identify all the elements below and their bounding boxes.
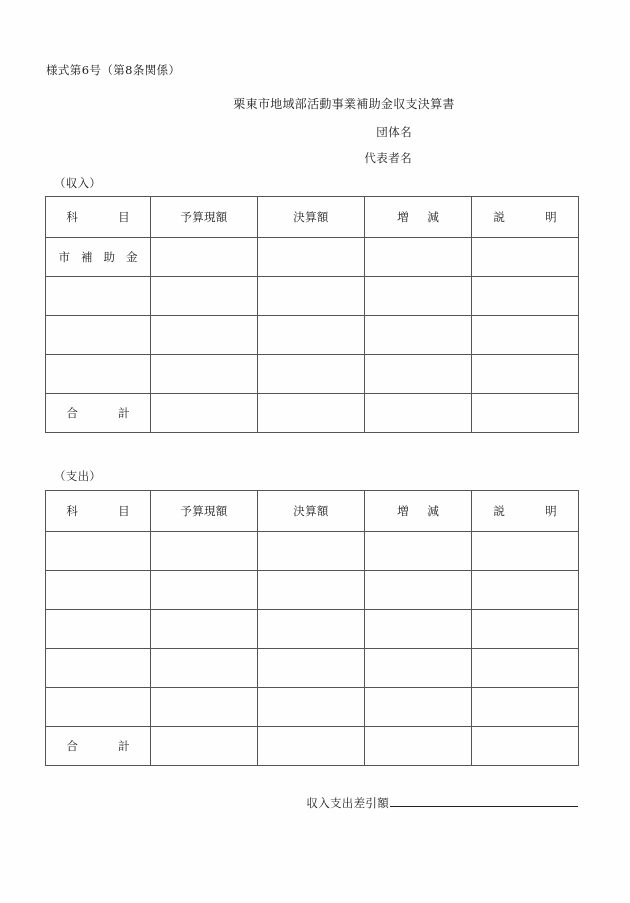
expense-total-label-text: 合 計 bbox=[66, 739, 144, 753]
expense-total-row bbox=[46, 727, 579, 766]
income-header-settlement bbox=[258, 197, 365, 238]
expense-total-budget[interactable] bbox=[151, 727, 258, 766]
expense-row-3-budget[interactable] bbox=[151, 649, 258, 688]
balance-value-field[interactable] bbox=[390, 806, 578, 807]
income-row-0-difference[interactable] bbox=[365, 238, 472, 277]
expense-row-3-difference[interactable] bbox=[365, 649, 472, 688]
expense-table-header-row bbox=[46, 491, 579, 532]
income-header-item-text: 科 目 bbox=[66, 210, 144, 224]
income-total-difference[interactable] bbox=[365, 394, 472, 433]
expense-header-budget bbox=[151, 491, 258, 532]
expense-row-0-settlement[interactable] bbox=[258, 532, 365, 571]
table-row bbox=[46, 532, 579, 571]
expense-row-2-item[interactable] bbox=[46, 610, 151, 649]
expense-total-note[interactable] bbox=[472, 727, 579, 766]
expense-row-4-budget[interactable] bbox=[151, 688, 258, 727]
page-title: 栗東市地域部活動事業補助金収支決算書 bbox=[233, 97, 455, 111]
table-row bbox=[46, 238, 579, 277]
expense-row-0-item[interactable] bbox=[46, 532, 151, 571]
expense-row-4-note[interactable] bbox=[472, 688, 579, 727]
expense-row-1-item[interactable] bbox=[46, 571, 151, 610]
income-row-0-note[interactable] bbox=[472, 238, 579, 277]
income-row-2-settlement[interactable] bbox=[258, 316, 365, 355]
expense-row-3-note[interactable] bbox=[472, 649, 579, 688]
expense-total-settlement[interactable] bbox=[258, 727, 365, 766]
expense-row-4-difference[interactable] bbox=[365, 688, 472, 727]
expense-total-difference[interactable] bbox=[365, 727, 472, 766]
expense-header-note bbox=[472, 491, 579, 532]
income-header-budget-text: 予算現額 bbox=[180, 210, 228, 224]
income-row-0-item[interactable] bbox=[46, 238, 151, 277]
income-header-item bbox=[46, 197, 151, 238]
expense-row-0-difference[interactable] bbox=[365, 532, 472, 571]
table-row bbox=[46, 688, 579, 727]
expense-row-2-settlement[interactable] bbox=[258, 610, 365, 649]
expense-section-label: （支出） bbox=[54, 469, 102, 483]
table-row bbox=[46, 571, 579, 610]
expense-header-settlement bbox=[258, 491, 365, 532]
table-row bbox=[46, 610, 579, 649]
income-header-note bbox=[472, 197, 579, 238]
expense-row-1-budget[interactable] bbox=[151, 571, 258, 610]
balance-label: 収入支出差引額 bbox=[306, 796, 389, 810]
expense-header-budget-text: 予算現額 bbox=[180, 504, 228, 518]
expense-row-4-settlement[interactable] bbox=[258, 688, 365, 727]
table-row bbox=[46, 355, 579, 394]
income-row-2-difference[interactable] bbox=[365, 316, 472, 355]
expense-header-difference-text: 増 減 bbox=[397, 504, 443, 518]
income-header-difference-text: 増 減 bbox=[397, 210, 443, 224]
expense-row-1-note[interactable] bbox=[472, 571, 579, 610]
balance-line bbox=[45, 795, 578, 811]
income-row-2-item[interactable] bbox=[46, 316, 151, 355]
income-row-1-note[interactable] bbox=[472, 277, 579, 316]
form-code: 様式第6号（第8条関係） bbox=[46, 63, 181, 77]
expense-table bbox=[45, 490, 579, 766]
expense-row-1-settlement[interactable] bbox=[258, 571, 365, 610]
income-row-1-budget[interactable] bbox=[151, 277, 258, 316]
income-row-1-item[interactable] bbox=[46, 277, 151, 316]
table-row bbox=[46, 277, 579, 316]
income-row-0-settlement[interactable] bbox=[258, 238, 365, 277]
income-row-0-item-text: 市 補 助 金 bbox=[58, 250, 142, 264]
expense-row-1-difference[interactable] bbox=[365, 571, 472, 610]
group-name-label: 団体名 bbox=[376, 125, 412, 139]
income-total-note[interactable] bbox=[472, 394, 579, 433]
expense-row-2-budget[interactable] bbox=[151, 610, 258, 649]
income-row-0-budget[interactable] bbox=[151, 238, 258, 277]
income-header-budget bbox=[151, 197, 258, 238]
income-row-3-note[interactable] bbox=[472, 355, 579, 394]
income-header-difference bbox=[365, 197, 472, 238]
expense-row-3-item[interactable] bbox=[46, 649, 151, 688]
income-total-row bbox=[46, 394, 579, 433]
expense-row-4-item[interactable] bbox=[46, 688, 151, 727]
expense-header-item-text: 科 目 bbox=[66, 504, 144, 518]
income-row-1-settlement[interactable] bbox=[258, 277, 365, 316]
income-header-note-text: 説 明 bbox=[493, 210, 571, 224]
income-total-label-text: 合 計 bbox=[66, 406, 144, 420]
income-row-3-difference[interactable] bbox=[365, 355, 472, 394]
income-row-1-difference[interactable] bbox=[365, 277, 472, 316]
expense-header-item bbox=[46, 491, 151, 532]
income-row-3-item[interactable] bbox=[46, 355, 151, 394]
representative-name-label: 代表者名 bbox=[364, 151, 412, 165]
income-row-2-note[interactable] bbox=[472, 316, 579, 355]
expense-row-0-note[interactable] bbox=[472, 532, 579, 571]
expense-header-settlement-text: 決算額 bbox=[293, 504, 329, 518]
income-total-settlement[interactable] bbox=[258, 394, 365, 433]
income-section-label: （収入） bbox=[54, 176, 102, 190]
table-row bbox=[46, 649, 579, 688]
expense-row-2-difference[interactable] bbox=[365, 610, 472, 649]
expense-header-note-text: 説 明 bbox=[493, 504, 571, 518]
expense-header-difference bbox=[365, 491, 472, 532]
income-header-settlement-text: 決算額 bbox=[293, 210, 329, 224]
income-total-budget[interactable] bbox=[151, 394, 258, 433]
income-table bbox=[45, 196, 579, 433]
expense-total-label bbox=[46, 727, 151, 766]
income-row-3-settlement[interactable] bbox=[258, 355, 365, 394]
expense-row-3-settlement[interactable] bbox=[258, 649, 365, 688]
income-total-label bbox=[46, 394, 151, 433]
income-table-header-row bbox=[46, 197, 579, 238]
table-row bbox=[46, 316, 579, 355]
income-row-3-budget[interactable] bbox=[151, 355, 258, 394]
expense-row-0-budget[interactable] bbox=[151, 532, 258, 571]
expense-row-2-note[interactable] bbox=[472, 610, 579, 649]
income-row-2-budget[interactable] bbox=[151, 316, 258, 355]
